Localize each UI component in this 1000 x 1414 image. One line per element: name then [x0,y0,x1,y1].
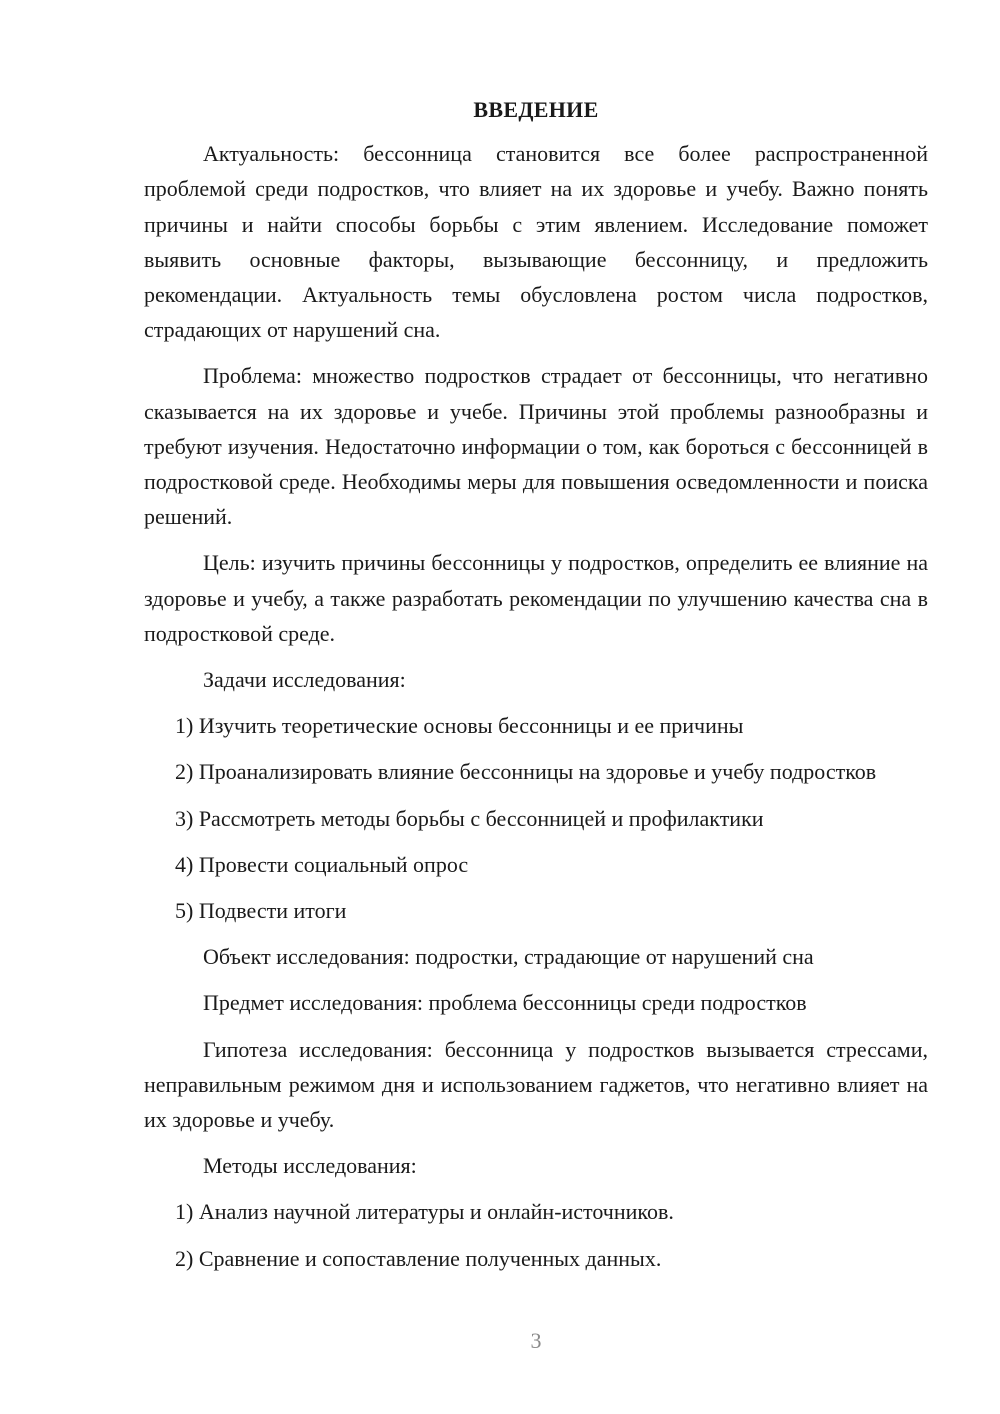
paragraph-object: Объект исследования: подростки, страдающие от нарушений сна [203,944,814,970]
task-item-2: 2) Проанализировать влияние бессонницы на здоровье и учебу подростков [175,759,877,785]
paragraph-subject: Предмет исследования: проблема бессонницы среди подростков [203,990,807,1016]
method-item-2: 2) Сравнение и сопоставление полученных данных. [175,1245,662,1271]
task-item-5: 5) Подвести итоги [175,898,347,924]
paragraph-problem: Проблема: множество подростков страдает от бессонницы, что негативно сказывается на их здоровье и учебе. Причины этой проблемы разнообразны и требуют изучения. Недостаточно информации о том, как бороться с бессонницей в подростковой среде. Необходимы меры для повышения осведомленности и поиска решений. [144,363,928,530]
paragraph-hypothesis: Гипотеза исследования: бессонница у подростков вызывается стрессами, неправильным режимом дня и использованием гаджетов, что негативно влияет на их здоровье и учебу. [144,1036,928,1133]
section-title: ВВЕДЕНИЕ [473,97,599,122]
method-item-1: 1) Анализ научной литературы и онлайн-источников. [175,1199,674,1225]
task-item-3: 3) Рассмотреть методы борьбы с бессонницей и профилактики [175,805,764,831]
task-item-4: 4) Провести социальный опрос [175,851,469,877]
page-number: 3 [530,1328,542,1353]
paragraph-goal: Цель: изучить причины бессонницы у подростков, определить ее влияние на здоровье и учебу, а также разработать рекомендации по улучшению качества сна в подростковой среде. [144,550,928,646]
page-content [144,92,928,1287]
tasks-heading: Задачи исследования: [203,667,406,693]
task-item-1: 1) Изучить теоретические основы бессонницы и ее причины [175,713,744,739]
methods-heading: Методы исследования: [203,1153,417,1179]
paragraph-relevance: Актуальность: бессонница становится все более распространенной проблемой среди подростков, что влияет на их здоровье и учебу. Важно понять причины и найти способы борьбы с этим явлением. Исследование поможет выявить основные факторы, вызывающие бессонницу, и предложить рекомендации. Актуальность темы обусловлена ростом числа подростков, страдающих от нарушений сна. [144,141,928,343]
